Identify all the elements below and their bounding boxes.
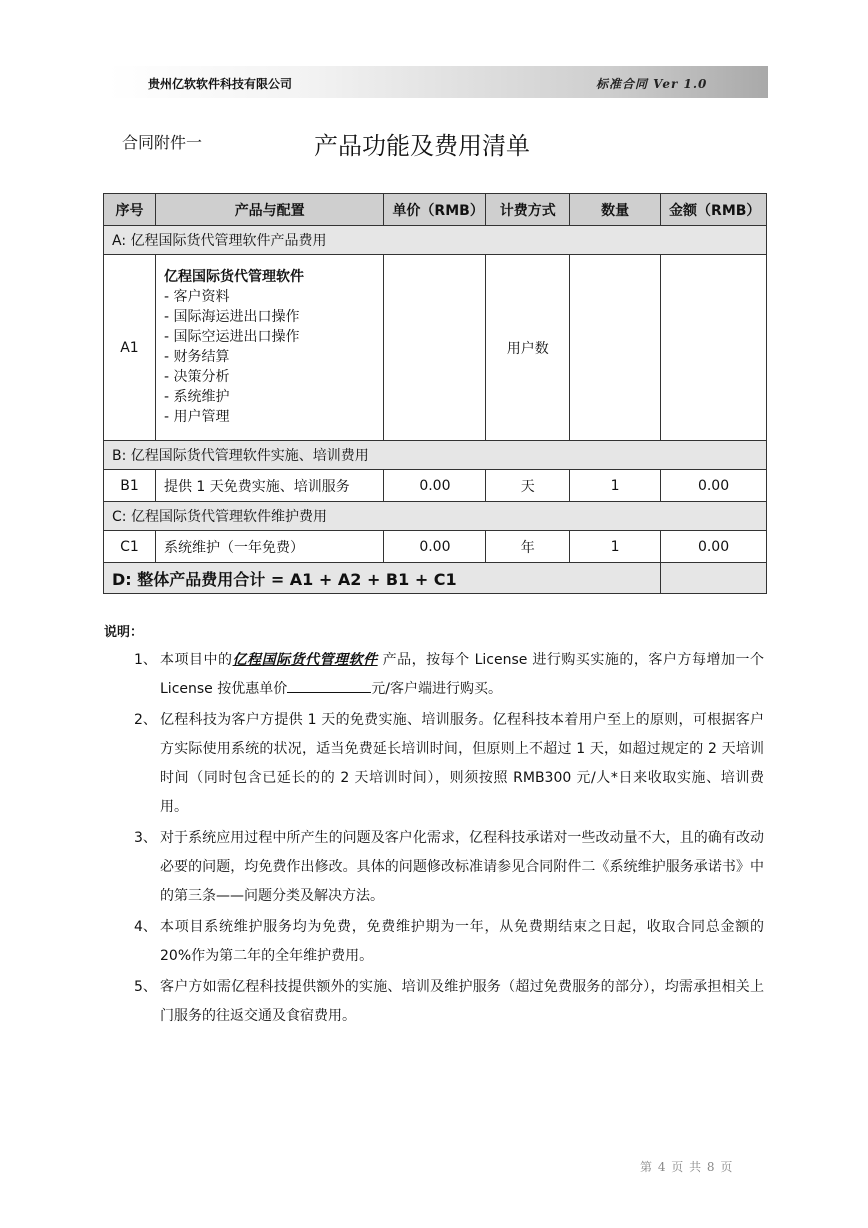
notes-list	[104, 646, 768, 1031]
note-text: 本项目中的	[160, 652, 233, 668]
page-number: 第 4 页 共 8 页	[640, 1160, 733, 1174]
note-item	[104, 973, 768, 1031]
total-amount-cell	[661, 563, 767, 594]
table-row-b1	[104, 470, 767, 502]
header-amount: 金额（RMB）	[661, 194, 767, 226]
note-text: 客户方如需亿程科技提供额外的实施、培训及维护服务（超过免费服务的部分），均需承担相关上门服务的往返交通及食宿费用。	[160, 979, 764, 1024]
header-billing: 计费方式	[486, 194, 570, 226]
feature-item: - 财务结算	[163, 349, 230, 365]
qty-cell: 1	[570, 470, 661, 502]
attachment-label: 合同附件一	[122, 133, 203, 152]
feature-item: - 客户资料	[163, 289, 230, 305]
row-id: C1	[104, 531, 156, 563]
section-row-b	[104, 441, 767, 470]
feature-item: - 用户管理	[163, 409, 230, 425]
note-text: 亿程科技为客户方提供 1 天的免费实施、培训服务。亿程科技本着用户至上的原则，可根据客户方实际使用系统的状况，适当免费延长培训时间，但原则上不超过 1 天，如超过规定的 2 天培训时间（同时包含已延长的的 2 天培训时间），则须按照 RMB300 元/人*日来收取实施、培训费用。	[160, 712, 764, 815]
header-qty: 数量	[570, 194, 661, 226]
header-seq: 序号	[104, 194, 156, 226]
product-cell: 提供 1 天免费实施、培训服务	[155, 470, 383, 502]
table-row-c1	[104, 531, 767, 563]
section-row-a	[104, 226, 767, 255]
feature-item: - 国际空运进出口操作	[163, 329, 300, 345]
note-item	[104, 706, 768, 822]
price-blank	[287, 676, 371, 693]
total-row	[104, 563, 767, 594]
total-label: D: 整体产品费用合计 = A1 + A2 + B1 + C1	[104, 563, 661, 594]
header-product: 产品与配置	[155, 194, 383, 226]
feature-item: - 决策分析	[163, 369, 230, 385]
notes-title: 说明：	[104, 625, 144, 640]
note-item	[104, 824, 768, 911]
note-number: 5、	[134, 979, 157, 995]
billing-cell: 用户数	[486, 255, 570, 441]
section-b-label: B: 亿程国际货代管理软件实施、培训费用	[104, 441, 767, 470]
note-text: 产品，按每个 License 进行购买实施的，客户方每增加一个 License 按优惠单价	[160, 652, 764, 697]
unit-price-cell: 0.00	[384, 470, 486, 502]
product-cell	[155, 255, 383, 441]
row-id: A1	[104, 255, 156, 441]
feature-item: - 系统维护	[163, 389, 230, 405]
note-number: 4、	[134, 919, 157, 935]
billing-cell: 年	[486, 531, 570, 563]
note-number: 2、	[134, 712, 157, 728]
table-header-row	[104, 194, 767, 226]
note-number: 1、	[134, 652, 157, 668]
note-text: 对于系统应用过程中所产生的问题及客户化需求，亿程科技承诺对一些改动量不大，且的确有改动必要的问题，均免费作出修改。具体的问题修改标准请参见合同附件二《系统维护服务承诺书》中的第三条——问题分类及解决方法。	[160, 830, 764, 904]
row-id: B1	[104, 470, 156, 502]
feature-item: - 国际海运进出口操作	[163, 309, 300, 325]
note-item	[104, 913, 768, 971]
company-name: 贵州亿软软件科技有限公司	[148, 77, 293, 91]
billing-cell: 天	[486, 470, 570, 502]
qty-cell: 1	[570, 531, 661, 563]
header-unit-price: 单价（RMB）	[384, 194, 486, 226]
note-text: 元/客户端进行购买。	[371, 681, 502, 697]
product-cost-table	[103, 193, 767, 594]
product-cell: 系统维护（一年免费）	[155, 531, 383, 563]
table-row-a1	[104, 255, 767, 441]
product-name: 亿程国际货代管理软件	[163, 269, 304, 285]
amount-cell: 0.00	[661, 531, 767, 563]
qty-cell	[570, 255, 661, 441]
section-c-label: C: 亿程国际货代管理软件维护费用	[104, 502, 767, 531]
section-a-label: A: 亿程国际货代管理软件产品费用	[104, 226, 767, 255]
note-item	[104, 646, 768, 704]
note-text: 本项目系统维护服务均为免费，免费维护期为一年，从免费期结束之日起，收取合同总金额的 20%作为第二年的全年维护费用。	[160, 919, 764, 964]
page-title: 产品功能及费用清单	[314, 132, 530, 160]
note-number: 3、	[134, 830, 157, 846]
amount-cell	[661, 255, 767, 441]
unit-price-cell	[384, 255, 486, 441]
section-row-c	[104, 502, 767, 531]
note-product-name: 亿程国际货代管理软件	[232, 652, 378, 668]
unit-price-cell: 0.00	[384, 531, 486, 563]
contract-version: 标准合同 Ver 1.0	[596, 77, 708, 91]
amount-cell: 0.00	[661, 470, 767, 502]
